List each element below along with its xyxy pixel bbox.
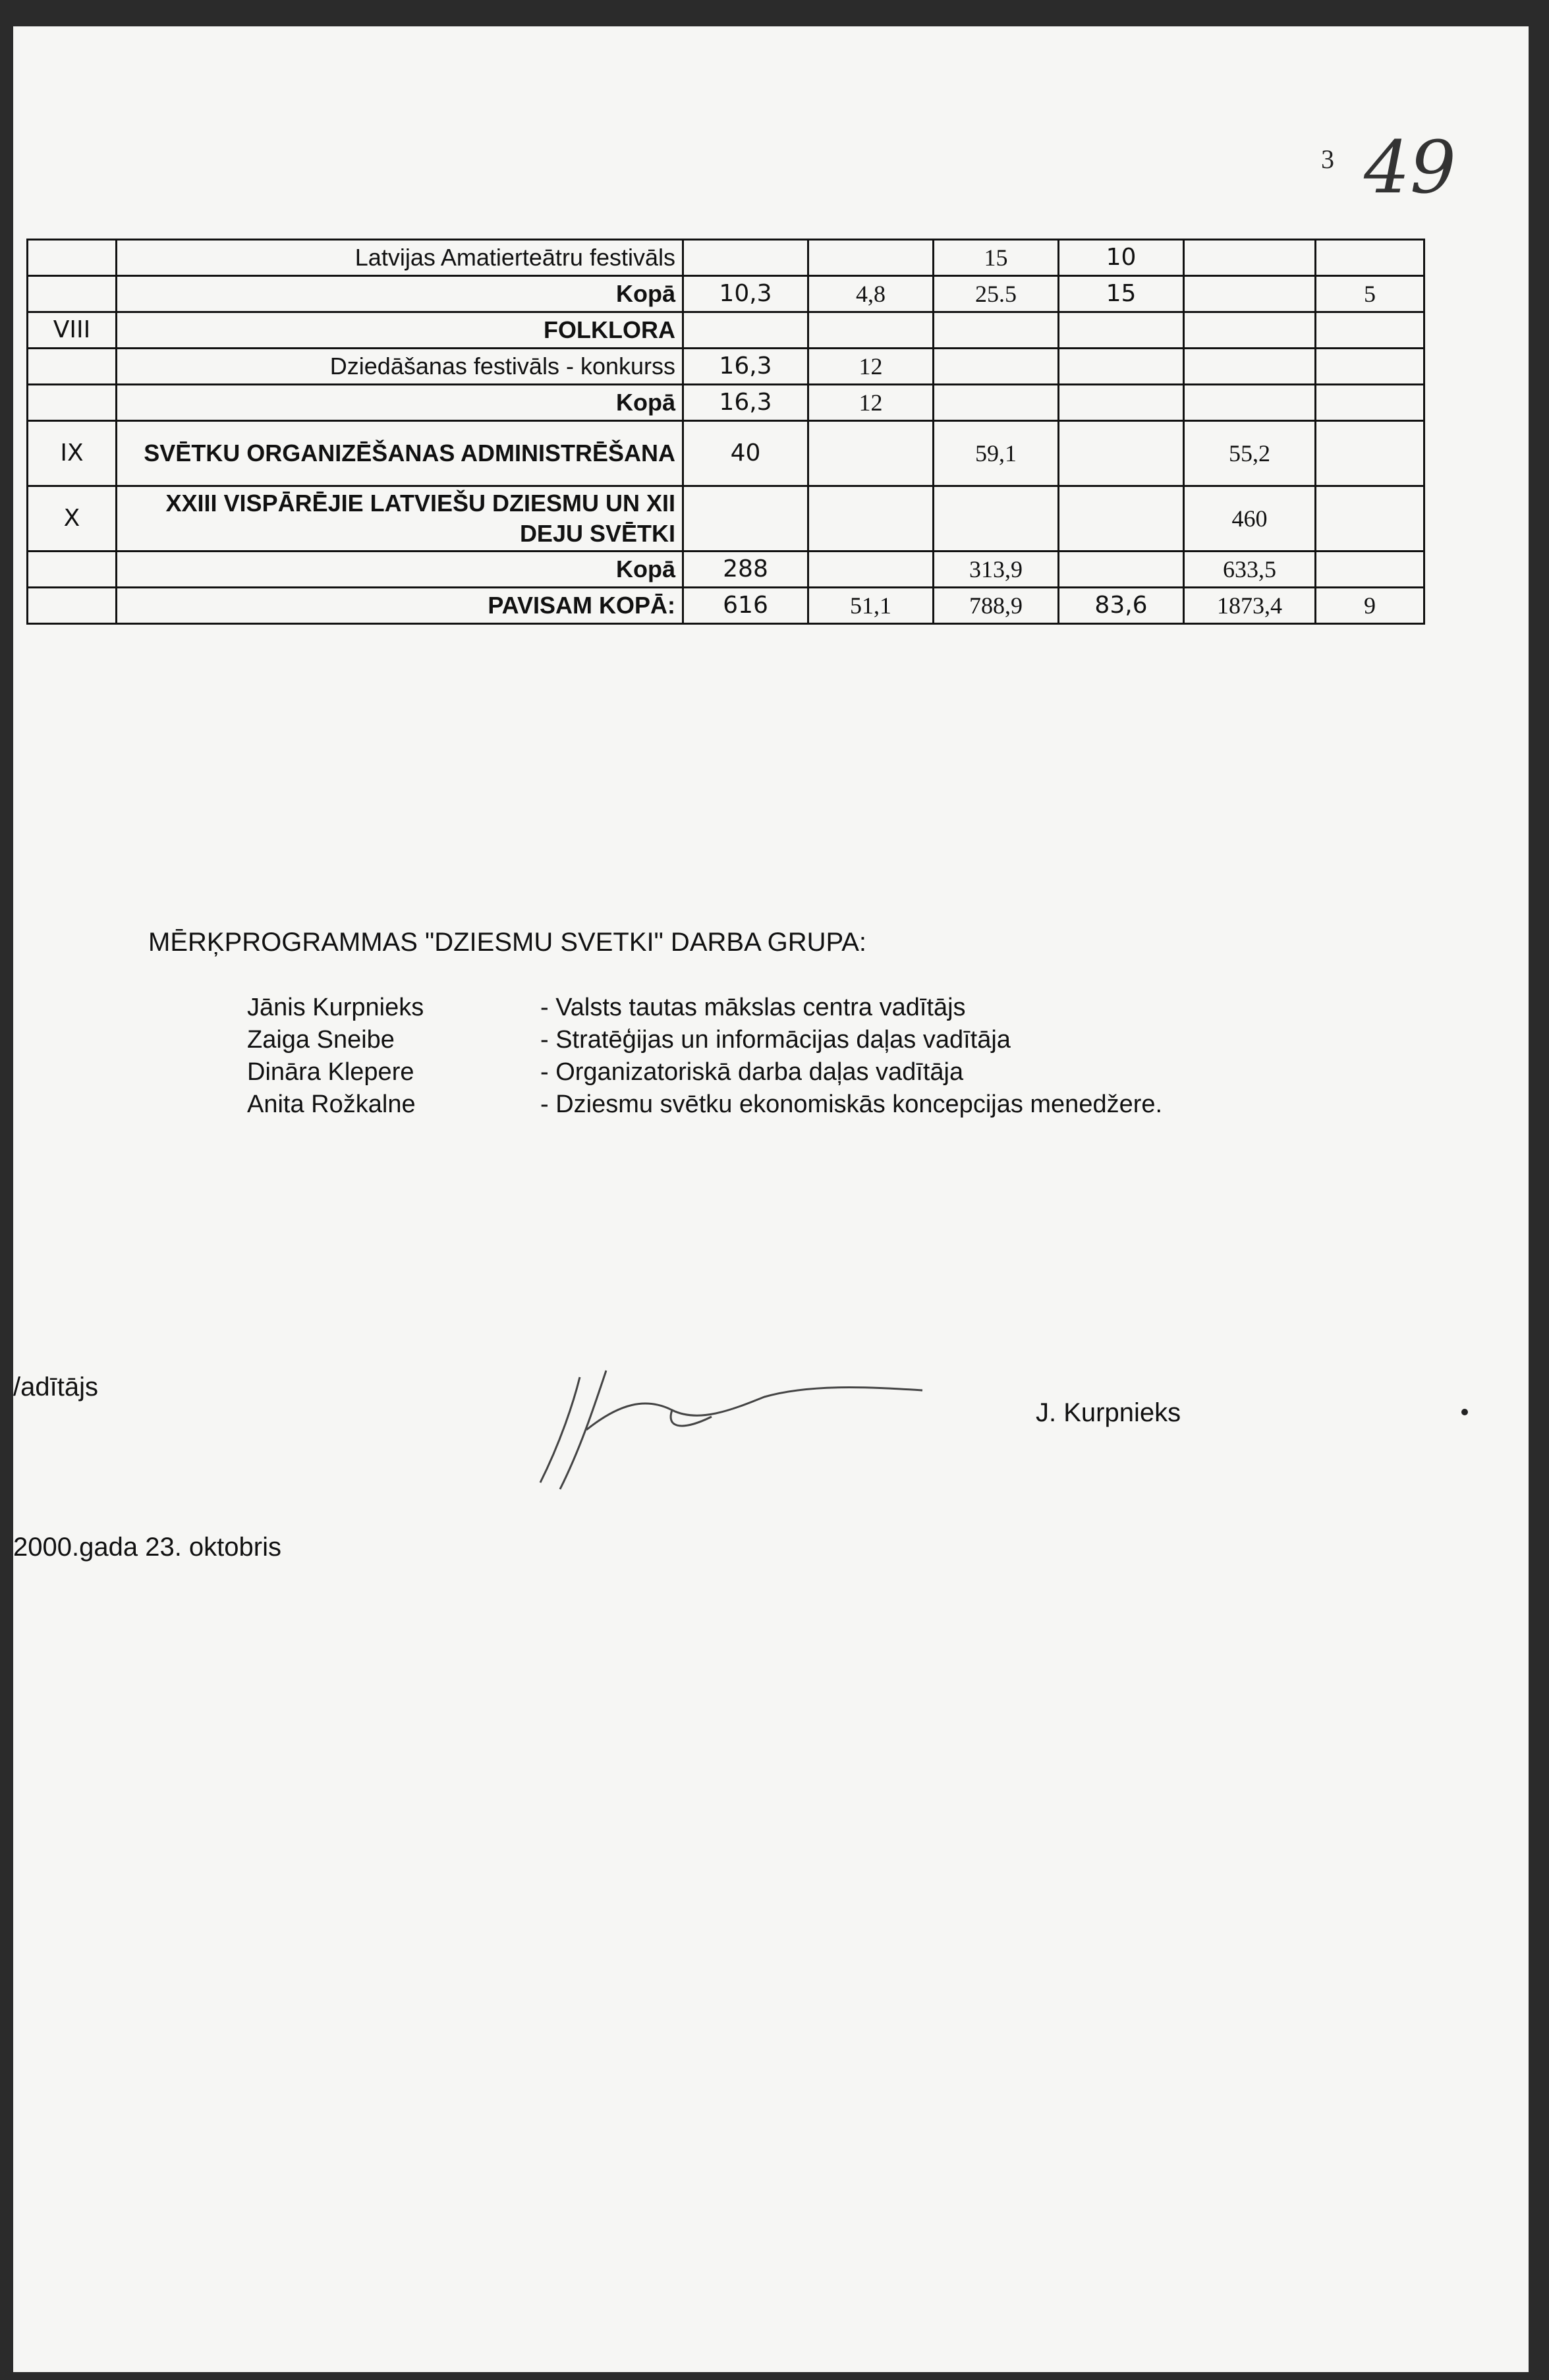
value-cell: 616: [683, 588, 808, 624]
value-cell: 4,8: [808, 276, 934, 312]
value-cell: [1184, 312, 1316, 349]
value-cell: 633,5: [1184, 552, 1316, 588]
value-cell: [1316, 421, 1424, 486]
row-number-cell: [28, 552, 117, 588]
value-cell: 10,3: [683, 276, 808, 312]
value-cell: 288: [683, 552, 808, 588]
member-role: - Stratēģijas un informācijas daļas vadītāja: [540, 1026, 1011, 1054]
table-row: [28, 240, 1424, 276]
value-cell: 9: [1316, 588, 1424, 624]
value-cell: [808, 240, 934, 276]
table-row: [28, 312, 1424, 349]
table-row: [28, 552, 1424, 588]
row-label-cell: SVĒTKU ORGANIZĒŠANAS ADMINISTRĒŠANA: [117, 421, 683, 486]
value-cell: [934, 385, 1059, 421]
handwritten-signature: [514, 1351, 936, 1496]
value-cell: 460: [1184, 486, 1316, 552]
value-cell: 15: [934, 240, 1059, 276]
value-cell: [1059, 312, 1184, 349]
row-label-cell: XXIII VISPĀRĒJIE LATVIEŠU DZIESMU UN XII DEJU SVĒTKI: [117, 486, 683, 552]
value-cell: [1059, 486, 1184, 552]
budget-table: [26, 239, 1425, 625]
value-cell: [683, 240, 808, 276]
value-cell: [1316, 552, 1424, 588]
value-cell: 83,6: [1059, 588, 1184, 624]
row-number-cell: [28, 240, 117, 276]
value-cell: [1184, 349, 1316, 385]
row-number-cell: [28, 588, 117, 624]
value-cell: 55,2: [1184, 421, 1316, 486]
value-cell: 1873,4: [1184, 588, 1316, 624]
value-cell: [808, 312, 934, 349]
value-cell: [1316, 240, 1424, 276]
value-cell: [683, 312, 808, 349]
value-cell: [1059, 385, 1184, 421]
row-label-cell: Latvijas Amatierteātru festivāls: [117, 240, 683, 276]
value-cell: 5: [1316, 276, 1424, 312]
work-group-members: [247, 992, 424, 1121]
value-cell: 40: [683, 421, 808, 486]
value-cell: 12: [808, 349, 934, 385]
member-name: Zaiga Sneibe: [247, 1026, 395, 1054]
value-cell: [1184, 385, 1316, 421]
row-number-cell: [28, 385, 117, 421]
member-role: - Dziesmu svētku ekonomiskās koncepcijas menedžere.: [540, 1091, 1163, 1118]
value-cell: [1316, 312, 1424, 349]
member-role: - Valsts tautas mākslas centra vadītājs: [540, 994, 966, 1021]
member-name: Jānis Kurpnieks: [247, 994, 424, 1021]
value-cell: [1059, 349, 1184, 385]
row-label-cell: FOLKLORA: [117, 312, 683, 349]
row-number-cell: IX: [28, 421, 117, 486]
row-label-cell: Kopā: [117, 552, 683, 588]
work-group-roles: [540, 992, 1162, 1121]
row-label-cell: PAVISAM KOPĀ:: [117, 588, 683, 624]
value-cell: [1059, 421, 1184, 486]
table-row: [28, 421, 1424, 486]
document-page: [13, 26, 1529, 2372]
value-cell: [1184, 276, 1316, 312]
value-cell: [808, 552, 934, 588]
ink-dot: [1461, 1409, 1468, 1415]
signatory-role: /adītājs: [13, 1373, 98, 1402]
value-cell: [1316, 385, 1424, 421]
member-role: - Organizatoriskā darba daļas vadītāja: [540, 1058, 964, 1086]
row-number-cell: [28, 349, 117, 385]
value-cell: [1059, 552, 1184, 588]
row-label-cell: Kopā: [117, 385, 683, 421]
value-cell: [934, 312, 1059, 349]
value-cell: 16,3: [683, 349, 808, 385]
value-cell: 16,3: [683, 385, 808, 421]
table-row: [28, 588, 1424, 624]
member-name: Anita Rožkalne: [247, 1091, 416, 1118]
table-row: [28, 385, 1424, 421]
table-row: [28, 276, 1424, 312]
value-cell: [934, 486, 1059, 552]
value-cell: 15: [1059, 276, 1184, 312]
document-date: 2000.gada 23. oktobris: [13, 1533, 281, 1562]
member-name: Dināra Klepere: [247, 1058, 414, 1086]
value-cell: 313,9: [934, 552, 1059, 588]
value-cell: 10: [1059, 240, 1184, 276]
value-cell: [1316, 486, 1424, 552]
handwritten-page-number: 49: [1364, 125, 1456, 210]
value-cell: 788,9: [934, 588, 1059, 624]
value-cell: 12: [808, 385, 934, 421]
table-row: [28, 349, 1424, 385]
value-cell: [1184, 240, 1316, 276]
value-cell: [808, 421, 934, 486]
row-number-cell: [28, 276, 117, 312]
table-row: [28, 486, 1424, 552]
signatory-name: J. Kurpnieks: [1036, 1398, 1181, 1427]
value-cell: 59,1: [934, 421, 1059, 486]
value-cell: [934, 349, 1059, 385]
value-cell: 51,1: [808, 588, 934, 624]
value-cell: 25.5: [934, 276, 1059, 312]
value-cell: [808, 486, 934, 552]
value-cell: [683, 486, 808, 552]
row-number-cell: VIII: [28, 312, 117, 349]
row-label-cell: Kopā: [117, 276, 683, 312]
row-label-cell: Dziedāšanas festivāls - konkurss: [117, 349, 683, 385]
work-group-title: MĒRĶPROGRAMMAS "DZIESMU SVETKI" DARBA GRUPA:: [148, 928, 867, 957]
page-number: 3: [1321, 144, 1334, 174]
value-cell: [1316, 349, 1424, 385]
row-number-cell: X: [28, 486, 117, 552]
